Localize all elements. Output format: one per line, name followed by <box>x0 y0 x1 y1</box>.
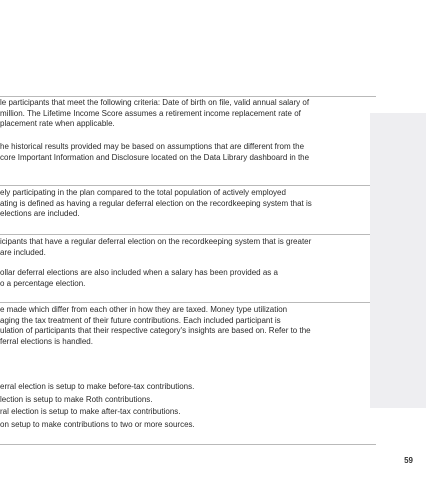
text-line: ferral elections is handled. <box>0 336 93 346</box>
text-line: placement rate when applicable. <box>0 119 115 129</box>
divider <box>0 234 376 235</box>
list-item: lection is setup to make Roth contributions. <box>0 394 153 404</box>
divider-bottom <box>0 444 376 445</box>
dollar-deferral-paragraph <box>0 268 376 289</box>
divider <box>0 185 376 186</box>
text-line: e made which differ from each other in how they are taxed. Money type utilization <box>0 305 288 314</box>
text-line: ulation of participants that their respective category's insights are based on. Refer to the <box>0 326 311 336</box>
text-line: ollar deferral elections are also included when a salary has been provided as a <box>0 268 278 277</box>
text-line: o a percentage election. <box>0 278 86 288</box>
list-item: ral election is setup to make after-tax contributions. <box>0 407 181 417</box>
list-item: on setup to make contributions to two or more sources. <box>0 419 195 429</box>
sidebar-panel <box>370 113 426 408</box>
participation-paragraph <box>0 188 376 220</box>
text-line: are included. <box>0 247 46 257</box>
text-line: icipants that have a regular deferral election on the recordkeeping system that is greater <box>0 237 312 246</box>
text-line: core Important Information and Disclosure located on the Data Library dashboard in the <box>0 152 310 162</box>
text-line: elections are included. <box>0 209 80 219</box>
text-line: ating is defined as having a regular deferral election on the recordkeeping system that is <box>0 198 312 208</box>
historical-results-paragraph <box>0 142 376 163</box>
page-number: 59 <box>404 456 413 465</box>
contribution-type-list <box>0 381 376 431</box>
divider <box>0 302 376 303</box>
criteria-paragraph <box>0 98 376 130</box>
text-line: aging the tax treatment of their future contributions. Each included participant is <box>0 315 281 325</box>
text-line: million. The Lifetime Income Score assumes a retirement income replacement rate of <box>0 108 301 118</box>
text-line: le participants that meet the following criteria: Date of birth on file, valid annual salary of <box>0 98 310 107</box>
text-line: he historical results provided may be based on assumptions that are different from the <box>0 142 305 151</box>
text-line: ely participating in the plan compared to the total population of actively employed <box>0 188 286 197</box>
list-item: erral election is setup to make before-tax contributions. <box>0 382 195 391</box>
deferral-paragraph <box>0 237 376 258</box>
money-type-paragraph <box>0 305 376 347</box>
divider-top <box>0 96 376 97</box>
